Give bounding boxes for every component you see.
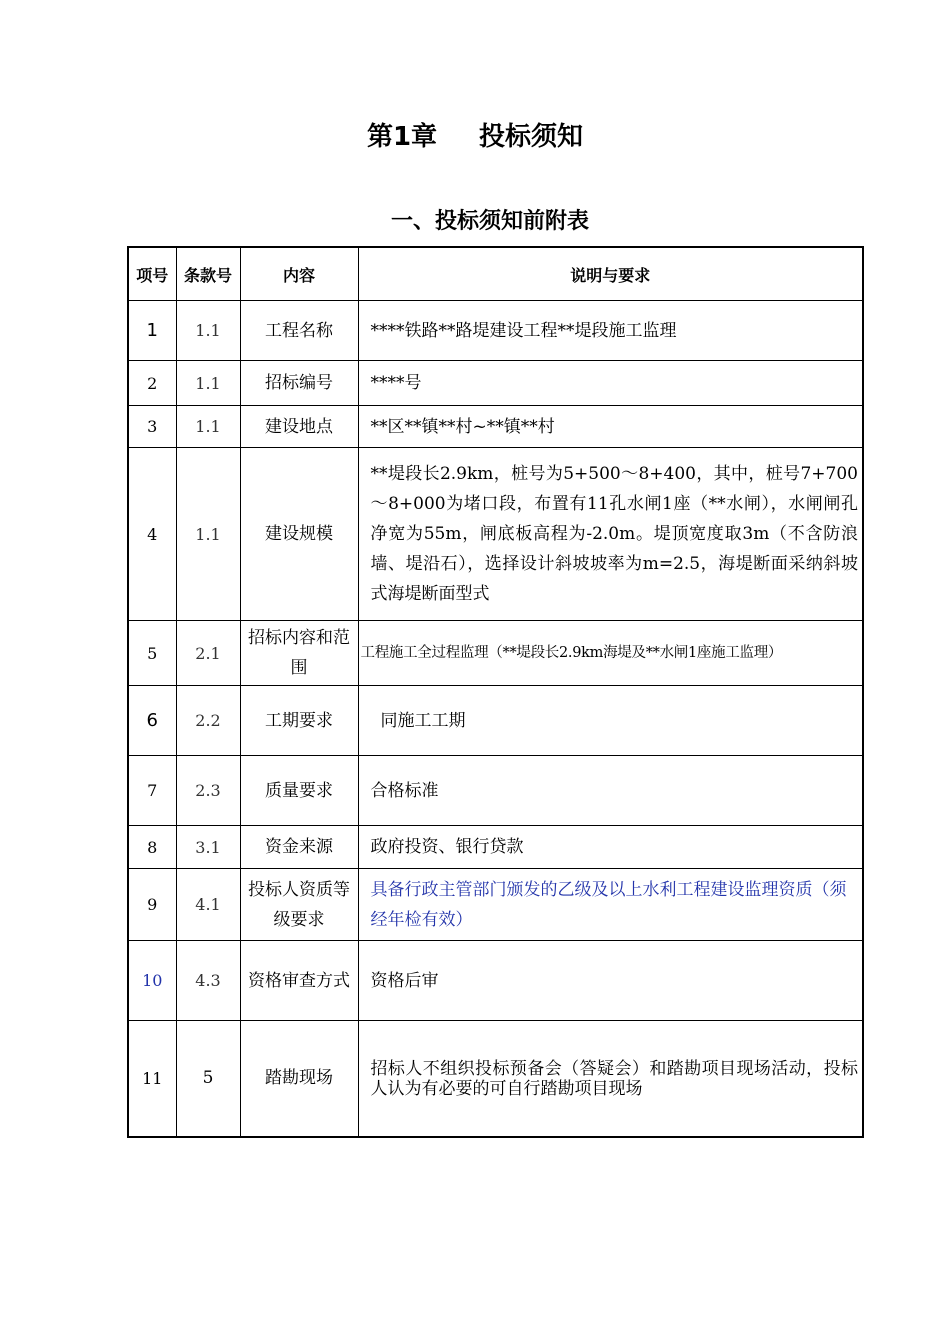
table-row [128,406,863,448]
row-content: 招标编号 [240,361,358,406]
row-clause: 1.1 [176,448,240,621]
row-no: 8 [128,826,176,869]
row-no: 3 [128,406,176,448]
row-clause: 2.2 [176,686,240,756]
header-clause: 条款号 [176,247,240,301]
row-content: 投标人资质等级要求 [240,869,358,941]
row-content: 建设规模 [240,448,358,621]
row-no: 11 [128,1021,176,1137]
row-content: 建设地点 [240,406,358,448]
row-no: 4 [128,448,176,621]
row-description: 招标人不组织投标预备会（答疑会）和踏勘项目现场活动，投标人认为有必要的可自行踏勘项目现场 [358,1021,863,1137]
table-row [128,1021,863,1137]
table-row [128,448,863,621]
row-content: 资格审查方式 [240,941,358,1021]
row-clause: 1.1 [176,406,240,448]
row-clause: 4.1 [176,869,240,941]
table-header-row [128,247,863,301]
table-row [128,686,863,756]
row-clause: 5 [176,1021,240,1137]
row-content: 招标内容和范围 [240,621,358,686]
row-description: 资格后审 [358,941,863,1021]
row-no: 1 [128,301,176,361]
table-row [128,361,863,406]
header-no: 项号 [128,247,176,301]
row-description: 工程施工全过程监理（**堤段长2.9km海堤及**水闸1座施工监理） [358,621,863,686]
section-title: 一、投标须知前附表 [390,209,589,234]
row-content: 质量要求 [240,756,358,826]
row-description: **区**镇**村~**镇**村 [358,406,863,448]
row-description: 同施工工期 [358,686,863,756]
row-content: 踏勘现场 [240,1021,358,1137]
chapter-number: 第1章 [366,122,438,152]
table-row [128,621,863,686]
row-clause: 1.1 [176,361,240,406]
row-clause: 4.3 [176,941,240,1021]
row-no: 2 [128,361,176,406]
table-row [128,756,863,826]
row-no: 5 [128,621,176,686]
row-clause: 2.1 [176,621,240,686]
table-row [128,869,863,941]
row-content: 资金来源 [240,826,358,869]
table-row [128,941,863,1021]
table-row [128,826,863,869]
chapter-name: 投标须知 [479,122,584,152]
row-description: 具备行政主管部门颁发的乙级及以上水利工程建设监理资质（须经年检有效） [358,869,863,941]
table-row [128,301,863,361]
row-no: 10 [128,941,176,1021]
bid-appendix-table [127,246,864,1138]
row-clause: 2.3 [176,756,240,826]
chapter-title [0,116,950,153]
row-description: 合格标准 [358,756,863,826]
row-no: 7 [128,756,176,826]
row-clause: 3.1 [176,826,240,869]
header-description: 说明与要求 [358,247,863,301]
row-no: 6 [128,686,176,756]
row-content: 工期要求 [240,686,358,756]
row-description: ****号 [358,361,863,406]
row-description: 政府投资、银行贷款 [358,826,863,869]
row-clause: 1.1 [176,301,240,361]
header-content: 内容 [240,247,358,301]
row-content: 工程名称 [240,301,358,361]
row-no: 9 [128,869,176,941]
row-description: **堤段长2.9km，桩号为5+500～8+400，其中，桩号7+700～8+000为堵口段，布置有11孔水闸1座（**水闸），水闸闸孔净宽为55m，闸底板高程为-2.0m。堤顶宽度取3m（不含防浪墙、堤沿石），选择设计斜坡坡率为m=2.5，海堤断面采纳斜坡式海堤断面型式 [358,448,863,621]
row-description: ****铁路**路堤建设工程**堤段施工监理 [358,301,863,361]
